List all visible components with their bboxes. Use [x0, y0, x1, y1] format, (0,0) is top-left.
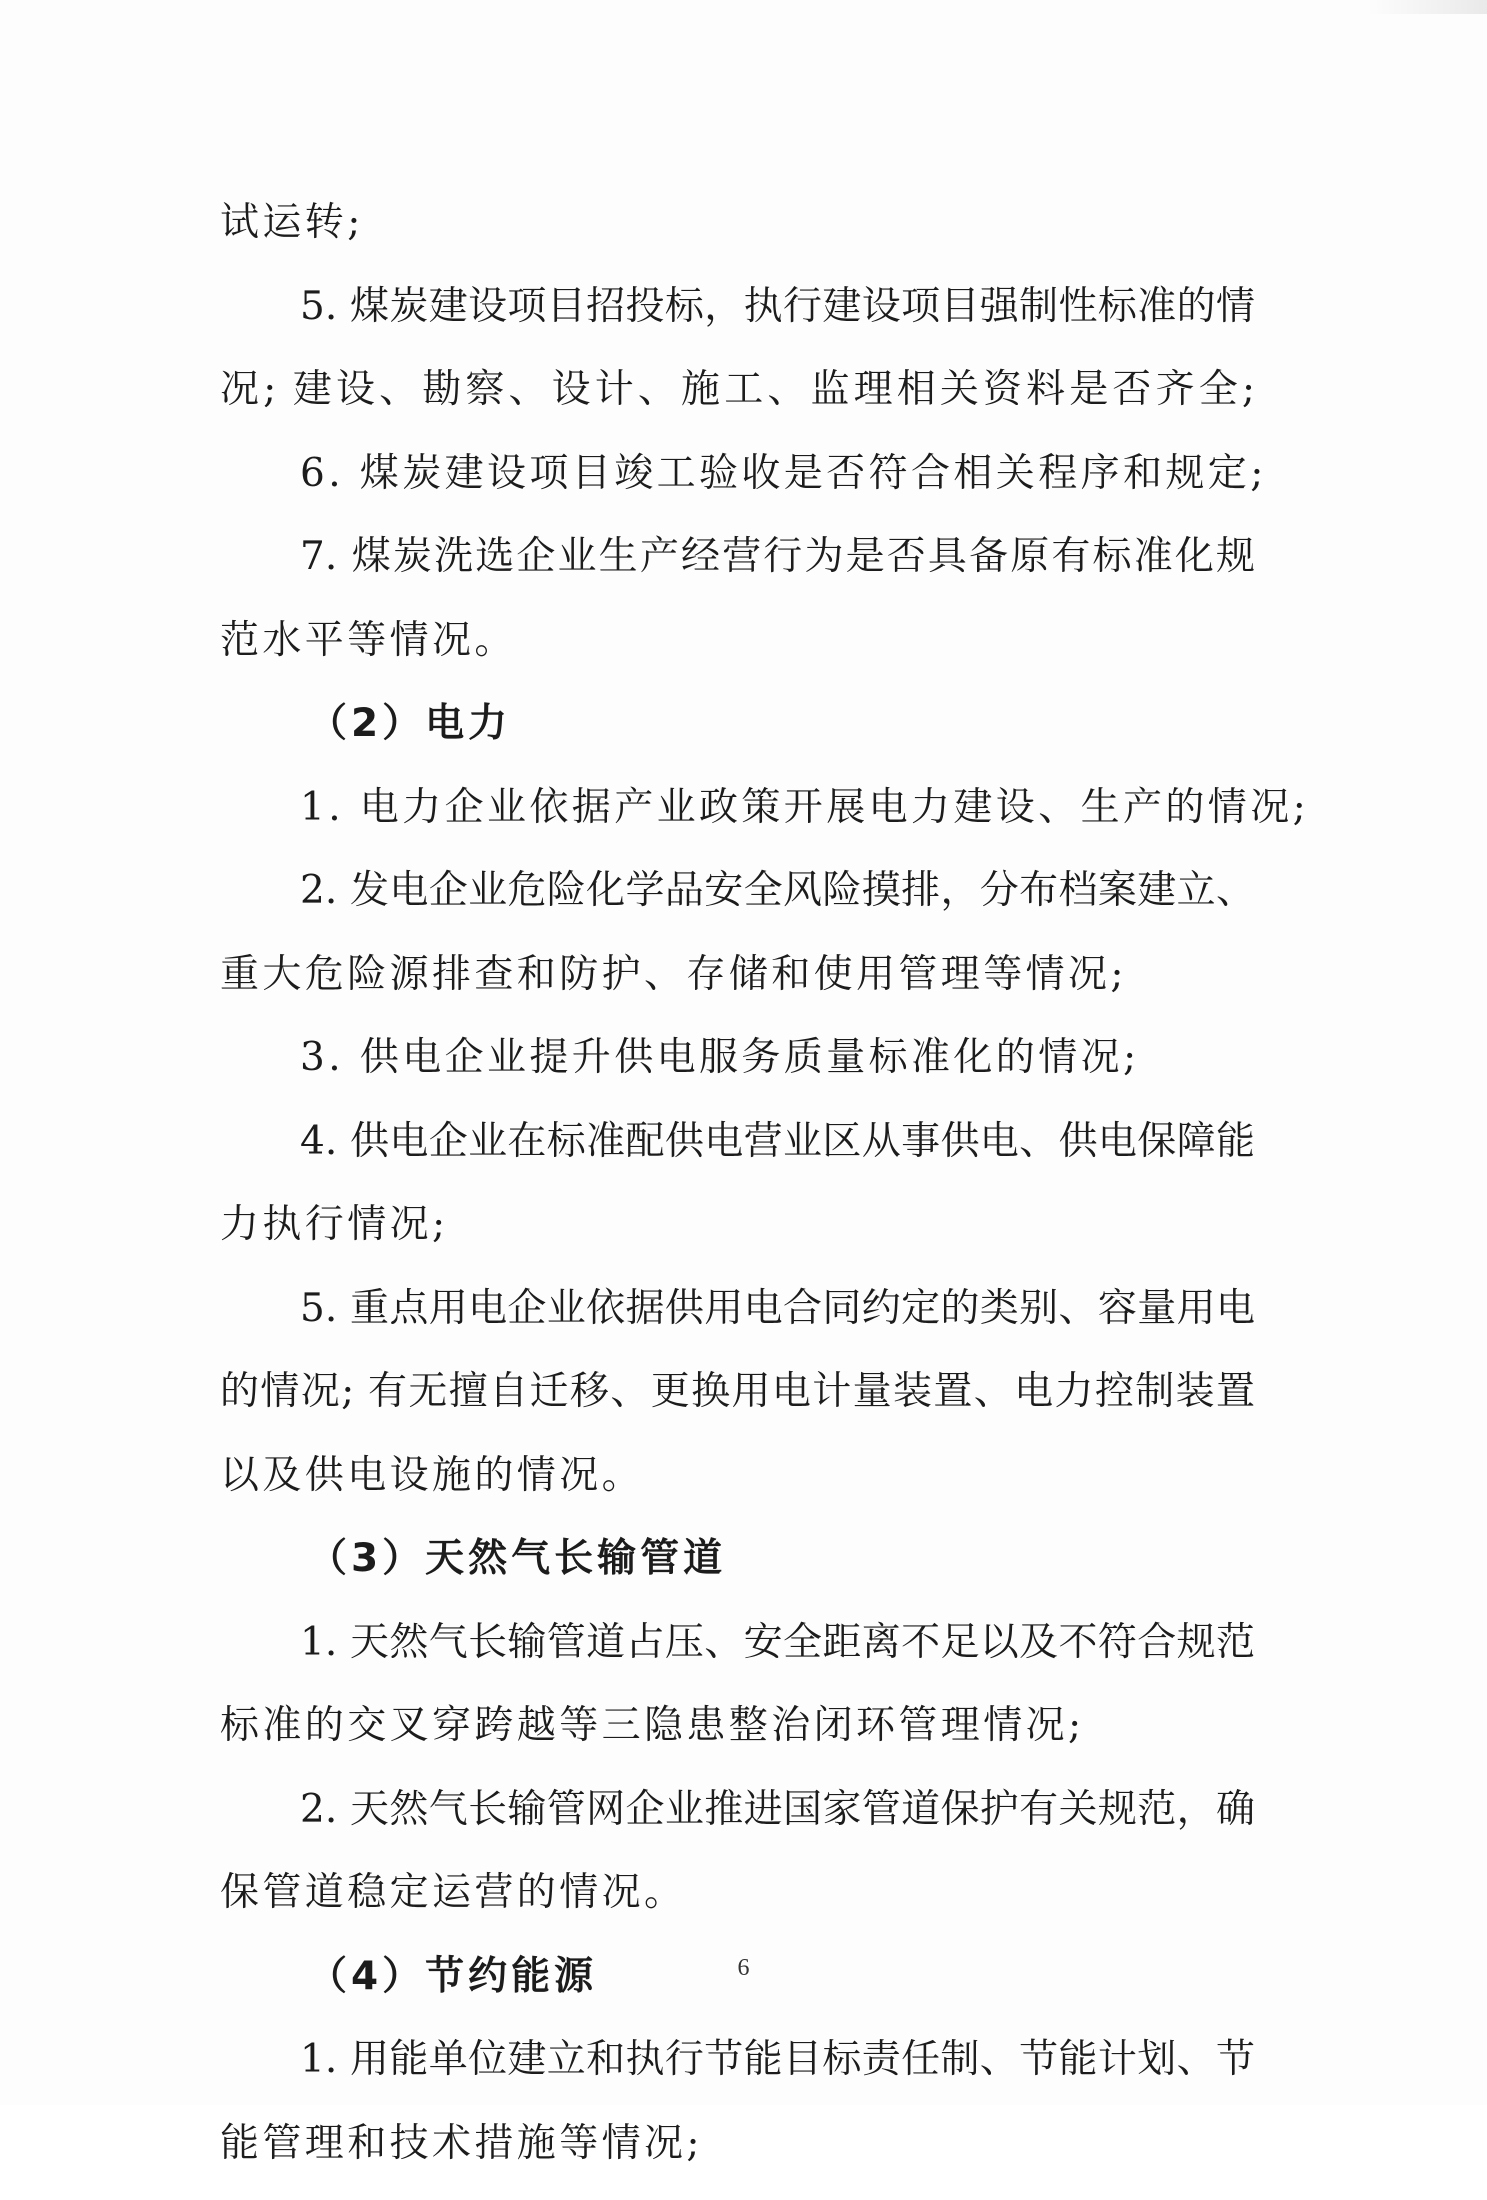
text-line: 的情况; 有无擅自迁移、更换用电计量装置、电力控制装置 — [220, 1369, 1255, 1414]
text-line: 1. 用能单位建立和执行节能目标责任制、节能计划、节 — [300, 2037, 1255, 2082]
text-line: 5. 重点用电企业依据供用电合同约定的类别、容量用电 — [300, 1285, 1255, 1331]
text-line: 力执行情况; — [220, 1202, 449, 1247]
text-line: 2. 天然气长输管网企业推进国家管道保护有关规范，确 — [300, 1786, 1255, 1832]
section-heading-energy-saving: （4）节约能源 — [308, 1953, 598, 1999]
section-heading-electric-power: （2）电力 — [308, 701, 512, 746]
text-line: 况; 建设、勘察、设计、施工、监理相关资料是否齐全; — [220, 367, 1255, 412]
text-line: 标准的交叉穿跨越等三隐患整治闭环管理情况; — [220, 1703, 1085, 1748]
text-line: 6. 煤炭建设项目竣工验收是否符合相关程序和规定; — [300, 450, 1267, 496]
text-line: 3. 供电企业提升供电服务质量标准化的情况; — [300, 1035, 1140, 1080]
text-line: 范水平等情况。 — [220, 617, 517, 663]
text-line: 以及供电设施的情况。 — [220, 1452, 645, 1498]
text-line: 1. 电力企业依据产业政策开展电力建设、生产的情况; — [300, 784, 1310, 830]
text-line: 能管理和技术措施等情况; — [220, 2120, 703, 2166]
text-line: 重大危险源排查和防护、存储和使用管理等情况; — [220, 951, 1127, 997]
text-line: 试运转; — [220, 200, 364, 245]
text-line: 4. 供电企业在标准配供电营业区从事供电、供电保障能 — [300, 1118, 1255, 1164]
section-heading-natural-gas-pipeline: （3）天然气长输管道 — [308, 1536, 727, 1581]
page-number: 6 — [737, 1955, 750, 1981]
text-line: 7. 煤炭洗选企业生产经营行为是否具备原有标准化规 — [300, 534, 1255, 579]
text-line: 2. 发电企业危险化学品安全风险摸排，分布档案建立、 — [300, 868, 1255, 913]
text-line: 5. 煤炭建设项目招投标，执行建设项目强制性标准的情 — [300, 283, 1255, 329]
text-line: 1. 天然气长输管道占压、安全距离不足以及不符合规范 — [300, 1619, 1255, 1665]
text-line: 保管道稳定运营的情况。 — [220, 1870, 687, 1915]
document-body — [220, 196, 1310, 2200]
